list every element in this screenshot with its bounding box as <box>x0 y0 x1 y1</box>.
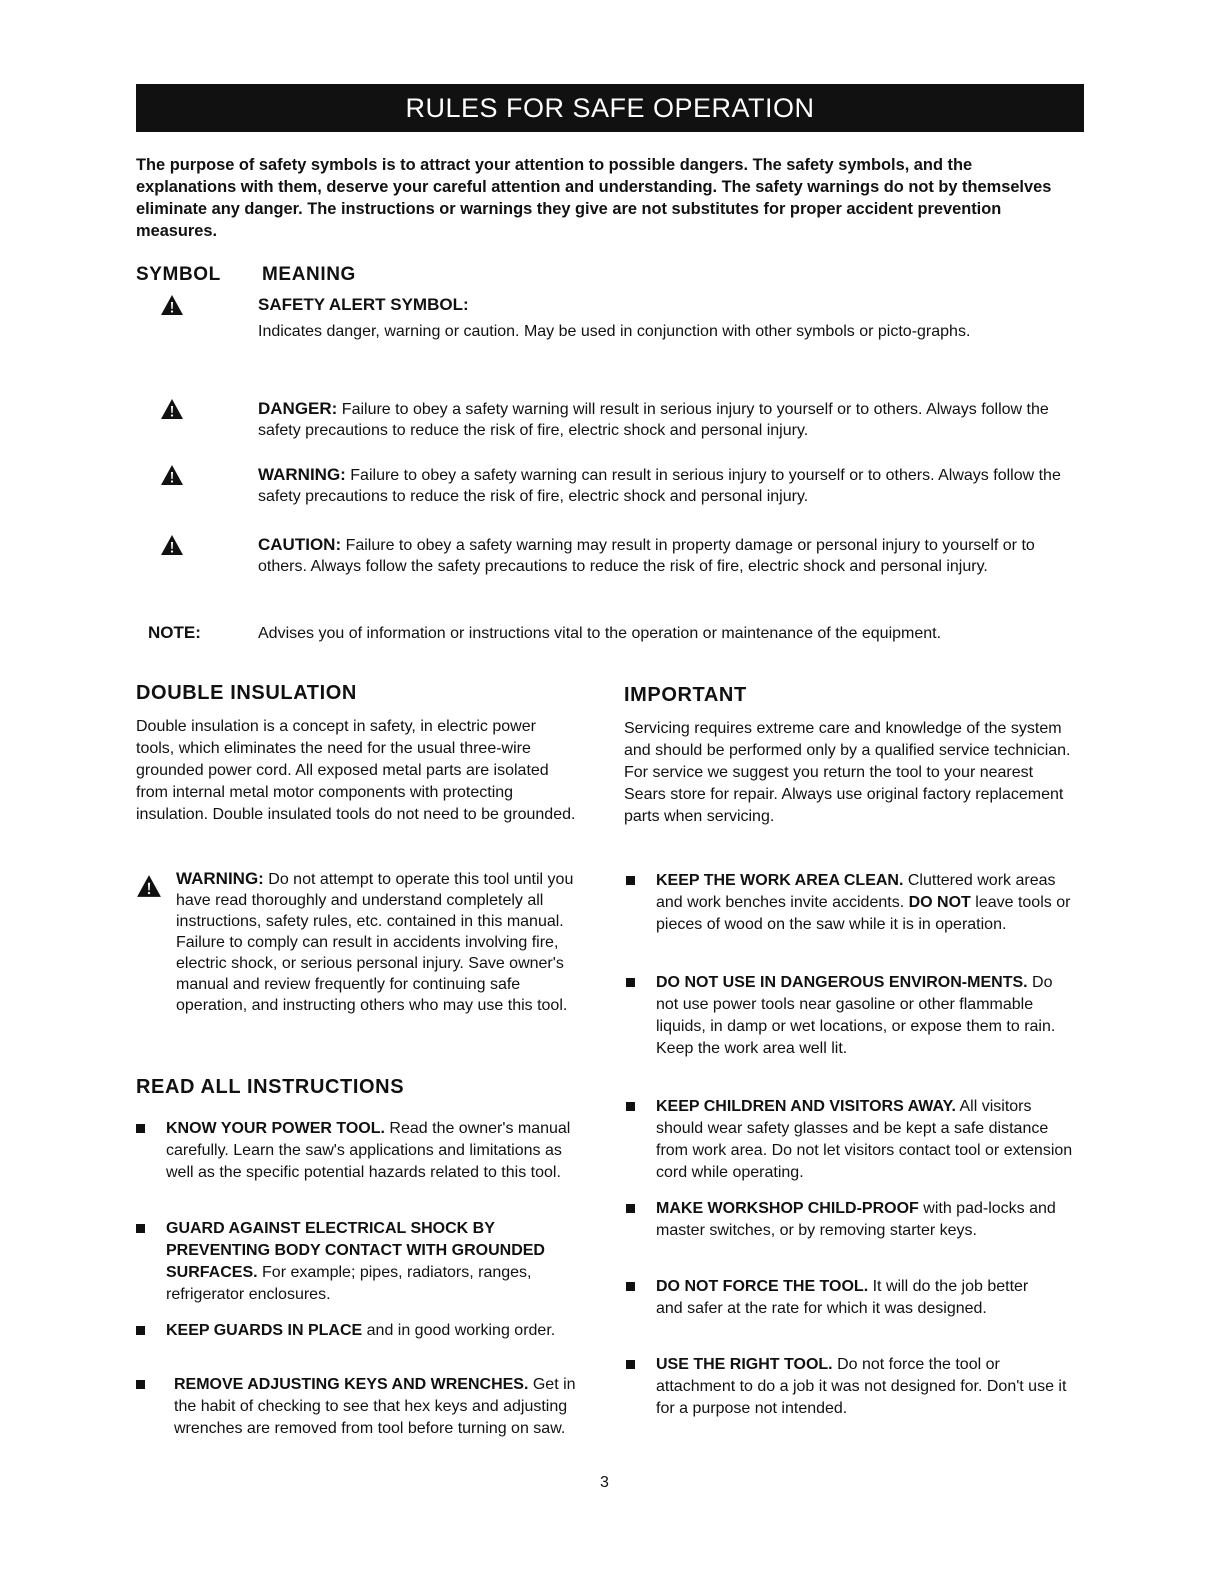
bullet-square-icon <box>626 1360 635 1369</box>
page-title-banner <box>136 84 1084 132</box>
double-insulation-text: Double insulation is a concept in safety, in electric power tools, which eliminates the need for the usual three-wire grounded power cord. All exposed metal parts are isolated from internal metal motor components with protecting insulation. Double insulated tools do not need to be grounded. <box>136 718 576 823</box>
page-number: 3 <box>600 1474 609 1491</box>
note-label: NOTE: <box>148 623 201 642</box>
warning-triangle-icon <box>160 398 184 420</box>
list-item-bold: DO NOT FORCE THE TOOL. <box>656 1278 869 1295</box>
list-item-text: and in good working order. <box>366 1322 556 1339</box>
warning-text: Do not attempt to operate this tool until you have read thoroughly and understand completely all instructions, safety rules, etc. contained in this manual. Failure to comply can result in accidents involving fire, electric shock, or serious personal injury. Save owner's manual and review frequently for continuing safe operation, and instructing others who may use this tool. <box>176 871 574 1014</box>
list-item-bold: REMOVE ADJUSTING KEYS AND WRENCHES. <box>174 1376 529 1393</box>
list-item-text: Do not force the tool or attachment to do a job it was not designed for. Don't use it for a purpose not intended. <box>656 1356 1067 1417</box>
list-item-bold: DO NOT <box>908 894 971 911</box>
list-item-text: Get in the habit of checking to see that hex keys and adjusting wrenches are removed from tool before turning on saw. <box>174 1376 576 1437</box>
list-item-bold: MAKE WORKSHOP CHILD-PROOF <box>656 1200 919 1217</box>
list-item-bold: KEEP CHILDREN AND VISITORS AWAY. <box>656 1098 956 1115</box>
list-item-bold: KEEP GUARDS IN PLACE <box>166 1322 363 1339</box>
important-heading: IMPORTANT <box>624 684 747 706</box>
list-item-text: with pad-locks and master switches, or by removing starter keys. <box>656 1200 1056 1239</box>
note-text: Advises you of information or instructions vital to the operation or maintenance of the equipment. <box>258 625 942 642</box>
symbol-title: DANGER: <box>258 399 338 418</box>
symbol-column-heading: SYMBOL <box>136 264 221 285</box>
symbol-description: Failure to obey a safety warning may result in property damage or personal injury to yourself or to others. Always follow the safety precautions to reduce the risk of fire, electric shock and personal injury. <box>258 537 1035 575</box>
warning-triangle-icon <box>160 294 184 316</box>
warning-box <box>176 868 586 1016</box>
list-item-bold: USE THE RIGHT TOOL. <box>656 1356 833 1373</box>
list-item-text: It will do the job better and safer at the rate for which it was designed. <box>656 1278 1029 1317</box>
bullet-square-icon <box>136 1326 145 1335</box>
list-item-text: For example; pipes, radiators, ranges, refrigerator enclosures. <box>166 1264 532 1303</box>
bullet-square-icon <box>626 876 635 885</box>
warning-triangle-icon <box>160 534 184 556</box>
list-item-text: leave tools or pieces of wood on the saw while it is in operation. <box>656 894 1071 933</box>
list-item-text: Read the owner's manual carefully. Learn the saw's applications and limitations as well as the specific potential hazards related to this tool. <box>166 1120 571 1181</box>
list-item-text: Cluttered work areas and work benches invite accidents. <box>656 872 1056 911</box>
read-all-heading: READ ALL INSTRUCTIONS <box>136 1076 405 1098</box>
list-item-text: Do not use power tools near gasoline or other flammable liquids, in damp or wet locations, or expose them to rain. Keep the work area well lit. <box>656 974 1056 1057</box>
list-item-text: All visitors should wear safety glasses and be kept a safe distance from work area. Do not let visitors contact tool or extension cord while operating. <box>656 1098 1073 1181</box>
meaning-column-heading: MEANING <box>262 264 356 285</box>
page-title: RULES FOR SAFE OPERATION <box>405 93 815 123</box>
symbol-description: Failure to obey a safety warning can result in serious injury to yourself or to others. Always follow the safety precautions to reduce the risk of fire, electric shock and personal injury. <box>258 467 1061 505</box>
bullet-square-icon <box>136 1224 145 1233</box>
important-text: Servicing requires extreme care and knowledge of the system and should be performed only by a qualified service technician. For service we suggest you return the tool to your nearest Sears store for repair. Always use original factory replacement parts when servicing. <box>624 720 1071 825</box>
bullet-square-icon <box>626 978 635 987</box>
bullet-square-icon <box>136 1380 145 1389</box>
list-item-bold: KEEP THE WORK AREA CLEAN. <box>656 872 904 889</box>
list-item-bold: GUARD AGAINST ELECTRICAL SHOCK BY PREVENTING BODY CONTACT WITH GROUNDED SURFACES. <box>166 1220 545 1281</box>
symbol-description: Failure to obey a safety warning will result in serious injury to yourself or to others. Always follow the safety precautions to reduce the risk of fire, electric shock and personal injury. <box>258 401 1049 439</box>
warning-label: WARNING: <box>176 869 264 888</box>
bullet-square-icon <box>136 1124 145 1133</box>
symbol-title: WARNING: <box>258 465 346 484</box>
warning-triangle-icon <box>136 874 162 898</box>
symbol-title: CAUTION: <box>258 535 342 554</box>
bullet-square-icon <box>626 1282 635 1291</box>
intro-paragraph: The purpose of safety symbols is to attract your attention to possible dangers. The safety symbols, and the explanations with them, deserve your careful attention and understanding. The safety warnings do not by themselves eliminate any danger. The instructions or warnings they give are not substitutes for proper accident prevention measures. <box>136 156 1052 240</box>
bullet-square-icon <box>626 1204 635 1213</box>
warning-triangle-icon <box>160 464 184 486</box>
list-item-bold: DO NOT USE IN DANGEROUS ENVIRON-MENTS. <box>656 974 1028 991</box>
symbol-description: Indicates danger, warning or caution. May be used in conjunction with other symbols or picto-graphs. <box>258 323 971 340</box>
symbol-title: SAFETY ALERT SYMBOL: <box>258 295 469 314</box>
bullet-square-icon <box>626 1102 635 1111</box>
double-insulation-heading: DOUBLE INSULATION <box>136 682 357 704</box>
list-item-bold: KNOW YOUR POWER TOOL. <box>166 1120 385 1137</box>
